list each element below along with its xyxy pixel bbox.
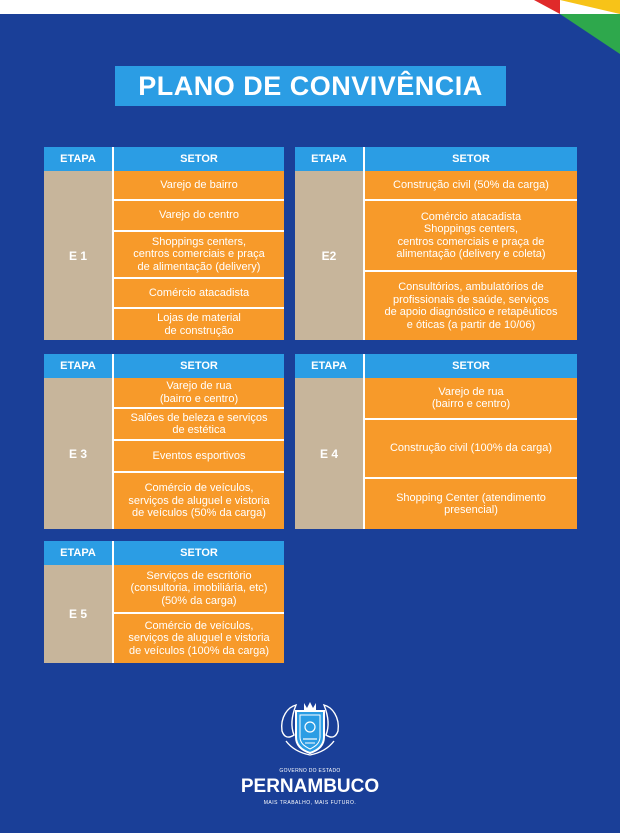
sector-cell: Eventos esportivos: [114, 441, 284, 473]
sector-list: [365, 378, 577, 529]
corner-red-triangle: [534, 0, 560, 14]
table-header: [44, 147, 284, 171]
stage-table-e4: [295, 354, 577, 529]
setor-header: SETOR: [114, 541, 284, 565]
table-body: [44, 171, 284, 340]
top-white-strip: [0, 0, 620, 14]
brand-slogan: MAIS TRABALHO, MAIS FUTURO.: [263, 800, 357, 806]
table-body: [295, 378, 577, 529]
table-header: [44, 354, 284, 378]
sector-cell: Consultórios, ambulatórios de profissionais de saúde, serviços de apoio diagnóstico e retapêuticos e óticas (a partir de 10/06): [365, 272, 577, 340]
stage-table-e1: [44, 147, 284, 340]
etapa-label: E 1: [44, 171, 114, 340]
page-title-box: [115, 66, 506, 106]
table-header: [295, 147, 577, 171]
sector-cell: Salões de beleza e serviços de estética: [114, 409, 284, 441]
etapa-header: ETAPA: [295, 147, 365, 171]
sector-cell: Comércio de veículos, serviços de aluguel e vistoria de veículos (100% da carga): [114, 614, 284, 663]
etapa-header: ETAPA: [295, 354, 365, 378]
etapa-header: ETAPA: [44, 541, 114, 565]
sector-cell: Comércio atacadista: [114, 279, 284, 309]
sector-cell: Lojas de material de construção: [114, 309, 284, 340]
setor-header: SETOR: [114, 354, 284, 378]
etapa-label: E 4: [295, 378, 365, 529]
etapa-label: E 3: [44, 378, 114, 529]
sector-cell: Varejo de rua (bairro e centro): [114, 378, 284, 409]
page-title: PLANO DE CONVIVÊNCIA: [138, 70, 483, 101]
sector-list: [114, 565, 284, 663]
sector-cell: Comércio atacadista Shoppings centers, centros comerciais e praça de alimentação (delivery e coleta): [365, 201, 577, 272]
sector-cell: Varejo do centro: [114, 201, 284, 232]
etapa-header: ETAPA: [44, 147, 114, 171]
pernambuco-coat-of-arms-icon: [276, 697, 344, 765]
brand-name: PERNAMBUCO: [240, 776, 380, 797]
table-body: [44, 565, 284, 663]
sector-cell: Shoppings centers, centros comerciais e praça de alimentação (delivery): [114, 232, 284, 279]
sector-cell: Construção civil (50% da carga): [365, 171, 577, 201]
setor-header: SETOR: [365, 354, 577, 378]
sector-cell: Comércio de veículos, serviços de aluguel e vistoria de veículos (50% da carga): [114, 473, 284, 529]
brand-government-label: GOVERNO DO ESTADO: [279, 768, 341, 774]
table-header: [44, 541, 284, 565]
corner-yellow-triangle: [560, 0, 620, 14]
stage-table-e3: [44, 354, 284, 529]
sector-list: [365, 171, 577, 340]
stage-table-e2: [295, 147, 577, 340]
etapa-label: E2: [295, 171, 365, 340]
sector-cell: Serviços de escritório (consultoria, imobiliária, etc) (50% da carga): [114, 565, 284, 614]
sector-cell: Shopping Center (atendimento presencial): [365, 479, 577, 529]
etapa-label: E 5: [44, 565, 114, 663]
sector-list: [114, 378, 284, 529]
stage-table-e5: [44, 541, 284, 663]
setor-header: SETOR: [365, 147, 577, 171]
table-body: [44, 378, 284, 529]
table-body: [295, 171, 577, 340]
setor-header: SETOR: [114, 147, 284, 171]
sector-cell: Varejo de rua (bairro e centro): [365, 378, 577, 420]
etapa-header: ETAPA: [44, 354, 114, 378]
table-header: [295, 354, 577, 378]
sector-cell: Construção civil (100% da carga): [365, 420, 577, 479]
sector-cell: Varejo de bairro: [114, 171, 284, 201]
corner-green-triangle: [560, 14, 620, 54]
sector-list: [114, 171, 284, 340]
